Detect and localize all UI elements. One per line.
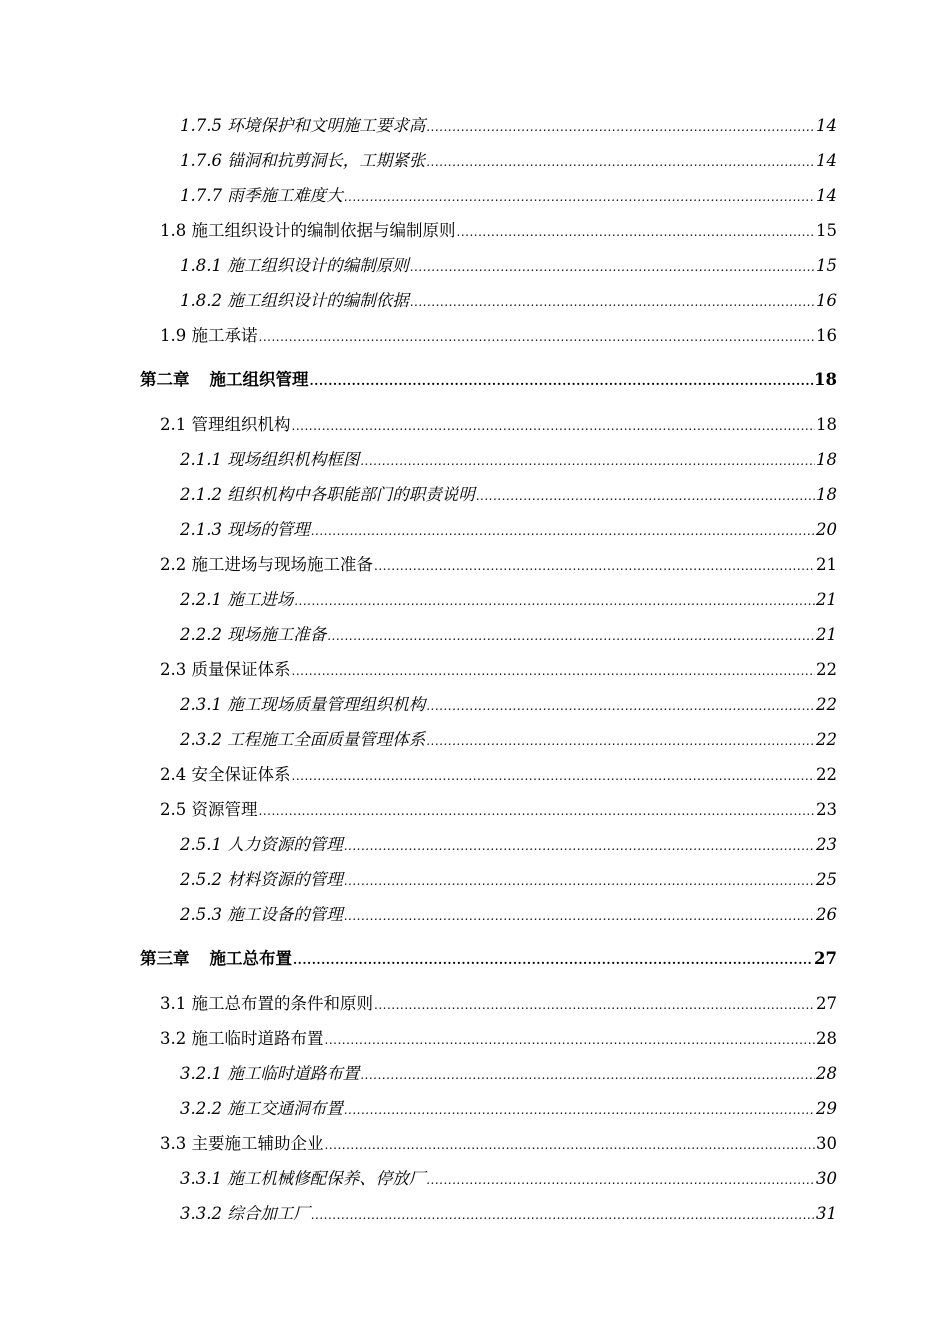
dot-leader <box>344 1100 815 1120</box>
dot-leader <box>426 152 815 172</box>
toc-entry-title: 3.3 主要施工辅助企业 <box>160 1134 324 1153</box>
toc-entry-2-5-3[interactable] <box>180 905 837 926</box>
toc-entry-title: 2.2 施工进场与现场施工准备 <box>160 555 373 574</box>
toc-entry-title: 1.9 施工承诺 <box>160 326 258 345</box>
toc-entry-title: 2.1.1 现场组织机构框图 <box>180 450 360 469</box>
toc-entry-title: 2.1 管理组织机构 <box>160 415 291 434</box>
toc-page-number: 27 <box>816 994 837 1013</box>
dot-leader <box>310 371 814 391</box>
dot-leader <box>426 1170 815 1190</box>
toc-entry-1-8-2[interactable] <box>180 291 837 312</box>
toc-entry-1-9[interactable] <box>160 326 837 347</box>
dot-leader <box>457 222 816 242</box>
toc-page-number: 21 <box>816 625 837 644</box>
dot-leader <box>426 731 815 751</box>
toc-page-number: 23 <box>816 800 837 819</box>
toc-entry-2-2-1[interactable] <box>180 590 837 611</box>
dot-leader <box>426 117 815 137</box>
toc-page-number: 23 <box>816 835 837 854</box>
toc-entry-3-3-2[interactable] <box>180 1204 837 1225</box>
toc-entry-title: 2.1.2 组织机构中各职能部门的职责说明 <box>180 485 475 504</box>
toc-entry-2-3-1[interactable] <box>180 695 837 716</box>
toc-entry-1-8-1[interactable] <box>180 256 837 277</box>
toc-page-number: 28 <box>816 1064 837 1083</box>
toc-page-number: 18 <box>814 370 837 389</box>
toc-entry-title: 3.1 施工总布置的条件和原则 <box>160 994 373 1013</box>
toc-page-number: 14 <box>816 116 837 135</box>
toc-entry-title: 2.5.1 人力资源的管理 <box>180 835 343 854</box>
dot-leader <box>374 556 815 576</box>
toc-page-number: 20 <box>816 520 837 539</box>
toc-entry-2-1-1[interactable] <box>180 450 837 471</box>
toc-entry-2-2-2[interactable] <box>180 625 837 646</box>
toc-entry-title: 3.3.1 施工机械修配保养、停放厂 <box>180 1169 426 1188</box>
toc-entry-3-3[interactable] <box>160 1134 837 1155</box>
dot-leader <box>311 1205 815 1225</box>
toc-page-number: 27 <box>814 949 837 968</box>
toc-entry-2-3-2[interactable] <box>180 730 837 751</box>
dot-leader <box>344 836 815 856</box>
chapter-number: 第三章 <box>140 949 190 968</box>
chapter-title: 施工组织管理 <box>209 370 309 389</box>
dot-leader <box>360 1065 815 1085</box>
toc-entry-2-1[interactable] <box>160 415 837 436</box>
toc-entry-1-7-6[interactable] <box>180 151 837 172</box>
toc-page-number: 14 <box>816 151 837 170</box>
toc-entry-title: 1.8 施工组织设计的编制依据与编制原则 <box>160 221 456 240</box>
toc-page-number: 28 <box>816 1029 837 1048</box>
toc-entry-title: 2.3 质量保证体系 <box>160 660 291 679</box>
dot-leader <box>344 906 815 926</box>
dot-leader <box>292 766 816 786</box>
dot-leader <box>410 257 815 277</box>
toc-chapter-3[interactable] <box>140 949 837 970</box>
dot-leader <box>292 416 816 436</box>
toc-page-number: 30 <box>816 1169 837 1188</box>
toc-page-number: 31 <box>816 1204 837 1223</box>
toc-entry-title: 1.7.5 环境保护和文明施工要求高 <box>180 116 426 135</box>
toc-entry-3-2[interactable] <box>160 1029 837 1050</box>
dot-leader <box>311 521 815 541</box>
toc-page-number: 18 <box>816 415 837 434</box>
toc-page-number: 21 <box>816 590 837 609</box>
dot-leader <box>259 327 816 347</box>
toc-page-number: 18 <box>816 485 837 504</box>
toc-page-number: 22 <box>816 695 837 714</box>
toc-page-number: 29 <box>816 1099 837 1118</box>
toc-page-number: 22 <box>816 660 837 679</box>
toc-page-number: 26 <box>816 905 837 924</box>
toc-page-number: 25 <box>816 870 837 889</box>
toc-entry-2-5-1[interactable] <box>180 835 837 856</box>
toc-entry-title: 3.2 施工临时道路布置 <box>160 1029 324 1048</box>
dot-leader <box>360 451 815 471</box>
toc-page-number: 16 <box>816 291 837 310</box>
toc-entry-1-8[interactable] <box>160 221 837 242</box>
toc-page-number: 22 <box>816 765 837 784</box>
dot-leader <box>410 292 815 312</box>
toc-page-number: 16 <box>816 326 837 345</box>
toc-entry-3-2-1[interactable] <box>180 1064 837 1085</box>
toc-page-number: 15 <box>816 221 837 240</box>
toc-entry-3-3-1[interactable] <box>180 1169 837 1190</box>
toc-entry-title: 2.5.2 材料资源的管理 <box>180 870 343 889</box>
toc-page-number: 21 <box>816 555 837 574</box>
toc-entry-title: 2.5 资源管理 <box>160 800 258 819</box>
dot-leader <box>259 801 816 821</box>
dot-leader <box>476 486 815 506</box>
toc-entry-title: 1.7.7 雨季施工难度大 <box>180 186 343 205</box>
toc-entry-2-4[interactable] <box>160 765 837 786</box>
toc-entry-title: 2.1.3 现场的管理 <box>180 520 310 539</box>
toc-entry-title: 2.4 安全保证体系 <box>160 765 291 784</box>
dot-leader <box>374 995 815 1015</box>
toc-entry-1-7-7[interactable] <box>180 186 837 207</box>
toc-entry-1-7-5[interactable] <box>180 116 837 137</box>
dot-leader <box>325 1135 816 1155</box>
chapter-title: 施工总布置 <box>209 949 292 968</box>
toc-entry-2-5[interactable] <box>160 800 837 821</box>
toc-entry-title: 2.3.2 工程施工全面质量管理体系 <box>180 730 426 749</box>
dot-leader <box>294 591 815 611</box>
toc-page-number: 15 <box>816 256 837 275</box>
toc-entry-2-3[interactable] <box>160 660 837 681</box>
toc-entry-3-1[interactable] <box>160 994 837 1015</box>
toc-entry-3-2-2[interactable] <box>180 1099 837 1120</box>
toc-chapter-2[interactable] <box>140 370 837 391</box>
toc-entry-2-5-2[interactable] <box>180 870 837 891</box>
toc-page-number: 30 <box>816 1134 837 1153</box>
toc-entry-title: 2.3.1 施工现场质量管理组织机构 <box>180 695 426 714</box>
dot-leader <box>426 696 815 716</box>
toc-entry-title: 2.2.1 施工进场 <box>180 590 294 609</box>
toc-entry-title: 1.7.6 锚洞和抗剪洞长，工期紧张 <box>180 151 426 170</box>
toc-entry-2-2[interactable] <box>160 555 837 576</box>
dot-leader <box>344 187 815 207</box>
dot-leader <box>293 950 813 970</box>
dot-leader <box>292 661 816 681</box>
chapter-number: 第二章 <box>140 370 190 389</box>
toc-entry-2-1-2[interactable] <box>180 485 837 506</box>
toc-entry-title: 2.5.3 施工设备的管理 <box>180 905 343 924</box>
toc-entry-2-1-3[interactable] <box>180 520 837 541</box>
dot-leader <box>344 871 815 891</box>
dot-leader <box>327 626 815 646</box>
toc-entry-title: 2.2.2 现场施工准备 <box>180 625 327 644</box>
toc-page-number: 22 <box>816 730 837 749</box>
toc-page-number: 14 <box>816 186 837 205</box>
toc-entry-title: 3.2.1 施工临时道路布置 <box>180 1064 360 1083</box>
toc-entry-title: 3.3.2 综合加工厂 <box>180 1204 310 1223</box>
dot-leader <box>325 1030 816 1050</box>
toc-entry-title: 3.2.2 施工交通洞布置 <box>180 1099 343 1118</box>
toc-entry-title: 1.8.2 施工组织设计的编制依据 <box>180 291 409 310</box>
toc-page-number: 18 <box>816 450 837 469</box>
toc-entry-title: 1.8.1 施工组织设计的编制原则 <box>180 256 409 275</box>
